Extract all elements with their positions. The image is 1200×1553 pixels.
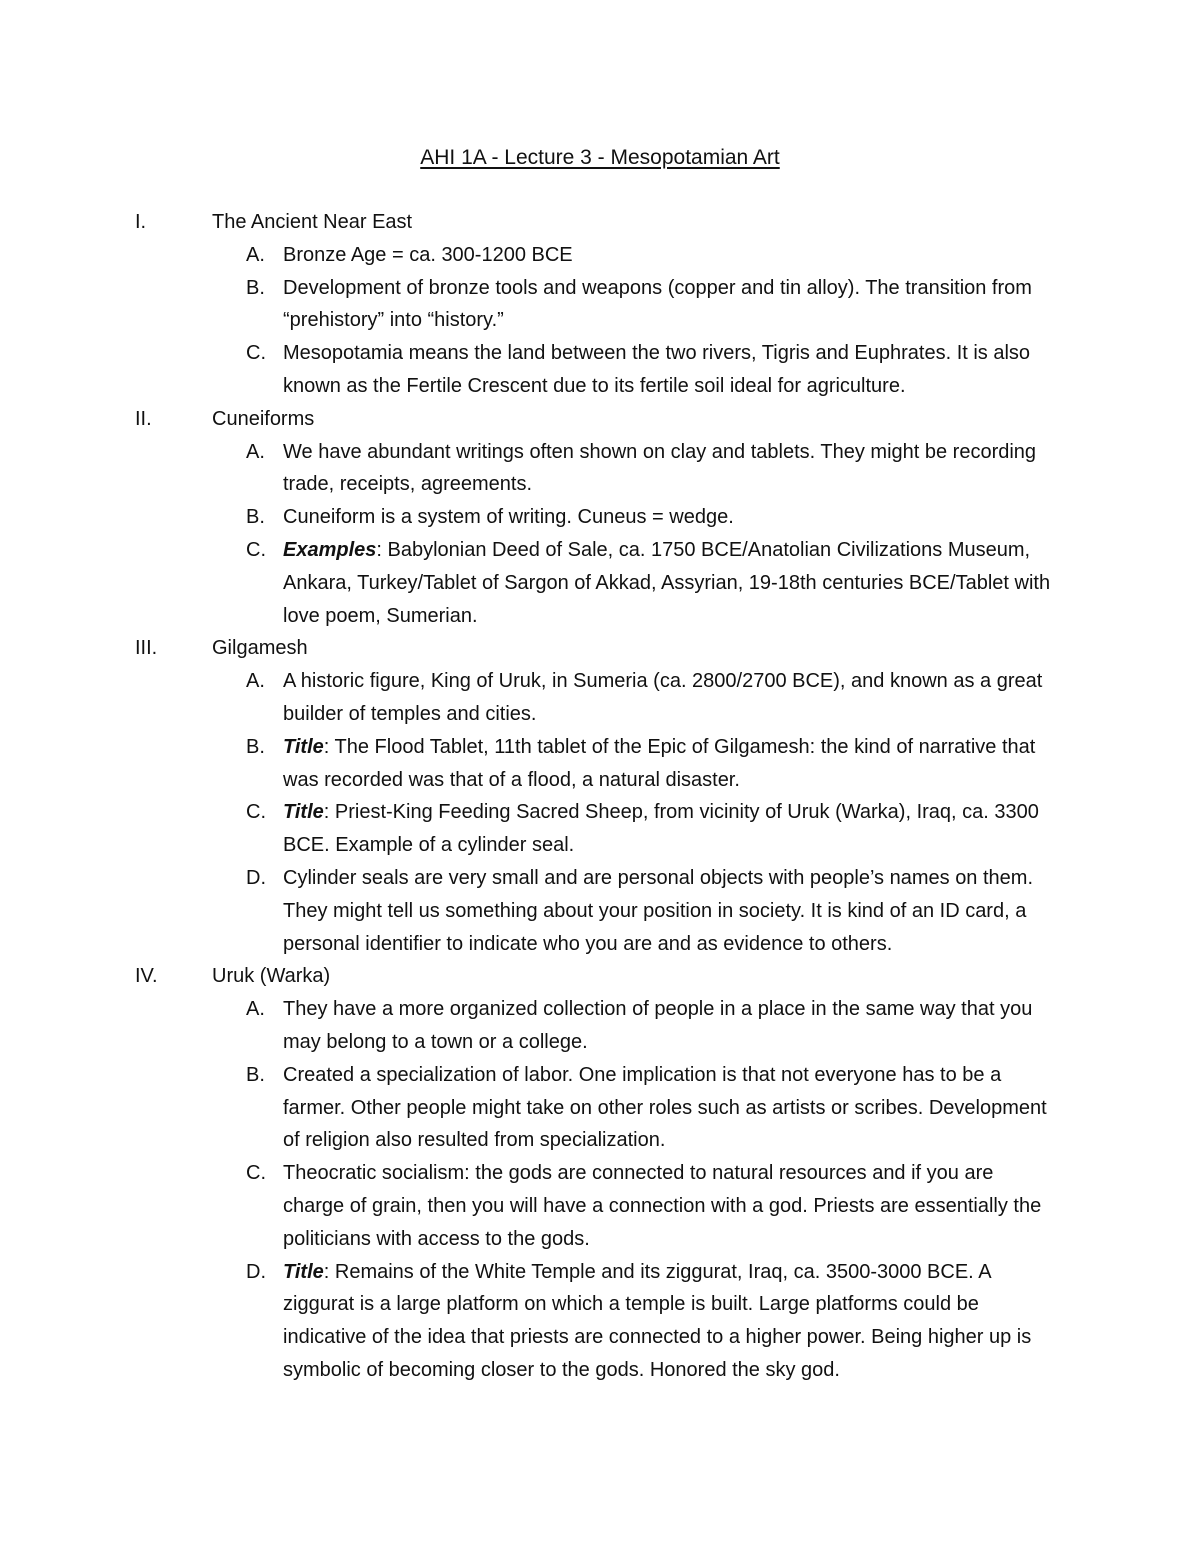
item-lead-label: Title <box>283 801 324 824</box>
outline-item <box>0 862 1058 960</box>
item-text <box>283 665 1058 731</box>
item-text <box>283 993 1058 1059</box>
outline-item <box>0 239 1058 272</box>
item-text <box>283 1157 1058 1255</box>
item-letter: C. <box>246 801 266 824</box>
item-text <box>283 272 1058 338</box>
item-letter: C. <box>246 538 266 561</box>
outline-section <box>0 403 1200 633</box>
section-numeral: III. <box>135 637 158 660</box>
section-numeral: II. <box>135 407 152 430</box>
item-text <box>283 796 1058 862</box>
outline-item <box>0 501 1058 534</box>
section-heading-row <box>0 206 1200 239</box>
section-heading: The Ancient Near East <box>212 211 413 233</box>
section-heading: Gilgamesh <box>212 637 308 660</box>
outline-section <box>0 632 1200 960</box>
item-text <box>283 534 1058 632</box>
item-body: A historic figure, King of Uruk, in Sumeria (ca. 2800/2700 BCE), and known as a great builder of temples and cities. <box>283 670 1043 725</box>
item-body: : Priest-King Feeding Sacred Sheep, from vicinity of Uruk (Warka), Iraq, ca. 3300 BCE. Example of a cylinder seal. <box>283 801 1039 857</box>
item-letter: A. <box>246 243 265 266</box>
item-body: Theocratic socialism: the gods are connected to natural resources and if you are charge of grain, then you will have a connection with a god. Priests are essentially the politicians with access to the gods. <box>283 1162 1042 1250</box>
section-heading: Cuneiforms <box>212 407 315 430</box>
section-heading-row <box>0 403 1200 436</box>
item-letter: C. <box>246 342 266 365</box>
outline-item <box>0 665 1058 731</box>
outline-item <box>0 1256 1058 1387</box>
outline-section <box>0 206 1200 403</box>
item-letter: A. <box>246 670 265 693</box>
item-letter: C. <box>246 1162 266 1185</box>
outline-item <box>0 796 1058 862</box>
item-body: They have a more organized collection of people in a place in the same way that you may belong to a town or a college. <box>283 998 1033 1053</box>
item-lead-label: Title <box>283 735 324 758</box>
item-letter: B. <box>246 735 265 758</box>
item-body: Cuneiform is a system of writing. Cuneus = wedge. <box>283 506 734 529</box>
outline-item <box>0 272 1058 338</box>
document-title: AHI 1A - Lecture 3 - Mesopotamian Art <box>420 146 780 169</box>
item-text <box>283 501 1058 534</box>
item-letter: A. <box>246 440 265 463</box>
item-lead-label: Examples <box>283 538 377 561</box>
item-letter: D. <box>246 1260 266 1283</box>
item-body: : Babylonian Deed of Sale, ca. 1750 BCE/Anatolian Civilizations Museum, Ankara, Turkey/Tablet of Sargon of Akkad, Assyrian, 19-18th centuries BCE/Tablet with love poem, Sumerian. <box>283 538 1051 627</box>
outline-item <box>0 1157 1058 1255</box>
item-body: : Remains of the White Temple and its ziggurat, Iraq, ca. 3500-3000 BCE. A ziggurat is a large platform on which a temple is built. Large platforms could be indicative of the idea that priests are connected to a higher power. Being higher up is symbolic of becoming closer to the gods. Honored the sky god. <box>283 1260 1032 1381</box>
section-heading-row <box>0 960 1200 993</box>
item-text <box>283 731 1058 797</box>
item-text <box>283 337 1058 403</box>
item-body: We have abundant writings often shown on clay and tablets. They might be recording trade, receipts, agreements. <box>283 440 1037 496</box>
item-letter: A. <box>246 998 265 1021</box>
item-letter: D. <box>246 866 266 889</box>
item-letter: B. <box>246 1063 265 1086</box>
outline-item <box>0 731 1058 797</box>
item-body: : The Flood Tablet, 11th tablet of the Epic of Gilgamesh: the kind of narrative that was recorded was that of a flood, a natural disaster. <box>283 735 1036 791</box>
outline-item <box>0 337 1058 403</box>
item-letter: B. <box>246 506 265 529</box>
item-body: Created a specialization of labor. One implication is that not everyone has to be a farmer. Other people might take on other roles such as artists or scribes. Development of religion also resulted from specialization. <box>283 1063 1047 1152</box>
section-numeral: I. <box>135 211 147 233</box>
item-text <box>283 436 1058 502</box>
outline-item <box>0 436 1058 502</box>
item-body: Mesopotamia means the land between the two rivers, Tigris and Euphrates. It is also known as the Fertile Crescent due to its fertile soil ideal for agriculture. <box>283 342 1031 397</box>
section-heading-row <box>0 632 1200 665</box>
item-lead-label: Title <box>283 1260 324 1283</box>
outline-item <box>0 534 1058 632</box>
outline-item <box>0 993 1058 1059</box>
item-body: Cylinder seals are very small and are personal objects with people’s names on them. They might tell us something about your position in society. It is kind of an ID card, a personal identifier to indicate who you are and as evidence to others. <box>283 866 1034 955</box>
outline-section <box>0 960 1200 1386</box>
section-heading: Uruk (Warka) <box>212 965 331 988</box>
item-body: Bronze Age = ca. 300-1200 BCE <box>283 243 573 266</box>
item-text <box>283 1059 1058 1157</box>
item-text <box>283 862 1058 960</box>
section-numeral: IV. <box>135 965 158 988</box>
item-text <box>283 239 1058 272</box>
item-body: Development of bronze tools and weapons (copper and tin alloy). The transition from “prehistory” into “history.” <box>283 276 1032 332</box>
lecture-outline <box>0 206 1200 1387</box>
item-letter: B. <box>246 276 265 299</box>
item-text <box>283 1256 1058 1387</box>
outline-item <box>0 1059 1058 1157</box>
